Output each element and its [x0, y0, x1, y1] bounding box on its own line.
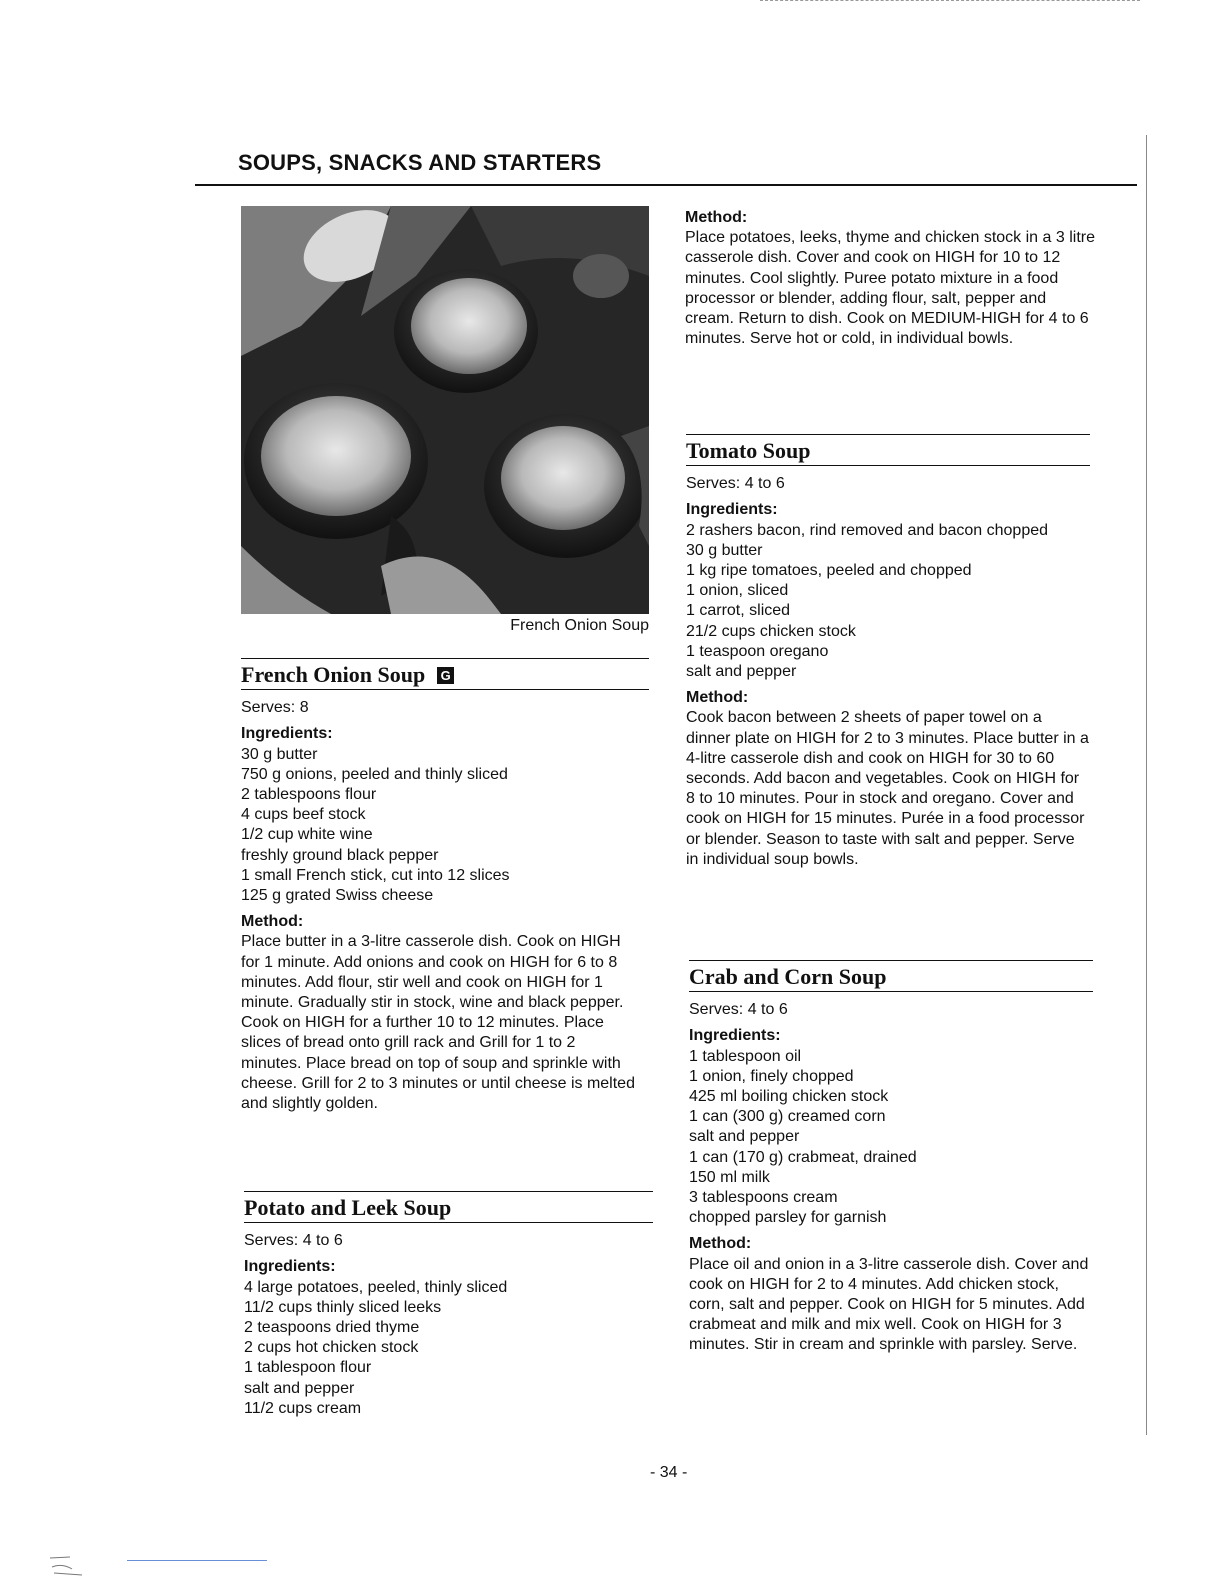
ingredient: 2 teaspoons dried thyme [244, 1319, 420, 1337]
ingredient: 1 tablespoon flour [244, 1359, 372, 1377]
ingredient: 125 g grated Swiss cheese [241, 887, 434, 905]
ingredient: 1/2 cup white wine [241, 826, 373, 844]
recipe-title: Tomato Soup [686, 434, 1090, 466]
method-label: Method: [686, 689, 749, 707]
photo-caption: French Onion Soup [510, 617, 649, 634]
section-rule [195, 184, 1137, 186]
recipe-title: Crab and Corn Soup [689, 960, 1093, 992]
scan-edge-line [1146, 135, 1147, 1435]
ingredient: 1 onion, sliced [686, 582, 789, 600]
recipe-crab-corn [689, 960, 1093, 1356]
ingredient: 425 ml boiling chicken stock [689, 1088, 889, 1106]
recipe-french-onion [241, 658, 649, 1114]
ingredient: salt and pepper [244, 1379, 355, 1397]
page-number: - 34 - [650, 1464, 688, 1481]
ingredient: 11/2 cups cream [244, 1399, 362, 1417]
ingredient: 1 tablespoon oil [689, 1047, 802, 1065]
ingredients-label: Ingredients: [689, 1027, 781, 1045]
method-text: Place oil and onion in a 3-litre casserole dish. Cover and cook on HIGH for 2 to 4 minutes. Add chicken stock, corn, salt and pepper. Cook on HIGH for 5 minutes. Add crabmeat and milk and mix well. Cook on HIGH for 3 minutes. Stir in cream and sprinkle with parsley. Serve. [689, 1255, 1089, 1354]
soup-photo-illustration [241, 206, 649, 614]
top-edge-dashes [760, 0, 1140, 2]
ingredient: 4 cups beef stock [241, 806, 366, 824]
ingredient: 1 can (300 g) creamed corn [689, 1108, 886, 1126]
ingredient: 2 rashers bacon, rind removed and bacon chopped [686, 521, 1049, 539]
ingredients-list [686, 521, 1090, 683]
serves: Serves: 4 to 6 [689, 1001, 788, 1019]
ingredient: freshly ground black pepper [241, 846, 439, 864]
ingredient: 30 g butter [686, 541, 763, 559]
ingredients-list [241, 745, 649, 907]
section-title: SOUPS, SNACKS AND STARTERS [238, 150, 602, 175]
recipe-title-text: French Onion Soup [241, 662, 426, 687]
method-label: Method: [689, 1235, 752, 1253]
ingredient: 2 cups hot chicken stock [244, 1339, 419, 1357]
ingredient: 30 g butter [241, 745, 318, 763]
method-label: Method: [685, 209, 748, 226]
ingredient: 21/2 cups chicken stock [686, 622, 856, 640]
grill-badge-icon: G [437, 667, 454, 684]
corner-underline [127, 1560, 267, 1561]
ingredient: 4 large potatoes, peeled, thinly sliced [244, 1278, 508, 1296]
ingredient: chopped parsley for garnish [689, 1209, 887, 1227]
ingredients-label: Ingredients: [686, 501, 778, 519]
ingredient: 2 tablespoons flour [241, 786, 377, 804]
ingredient: 1 can (170 g) crabmeat, drained [689, 1148, 917, 1166]
ingredient: 750 g onions, peeled and thinly sliced [241, 765, 508, 783]
recipe-title: Potato and Leek Soup [244, 1191, 653, 1223]
ingredient: 1 kg ripe tomatoes, peeled and chopped [686, 562, 972, 580]
ingredients-list [689, 1047, 1093, 1229]
method-label: Method: [241, 913, 304, 931]
ingredient: 3 tablespoons cream [689, 1189, 838, 1207]
method-text: Place potatoes, leeks, thyme and chicken stock in a 3 litre casserole dish. Cover and cook on HIGH for 10 to 12 minutes. Cool slightly. Puree potato mixture in a food processor or blender, adding flour, salt, pepper and cream. Return to dish. Cook on MEDIUM-HIGH for 4 to 6 minutes. Serve hot or cold, in individual bowls. [685, 229, 1095, 348]
ingredient: 1 small French stick, cut into 12 slices [241, 866, 510, 884]
method-text: Cook bacon between 2 sheets of paper towel on a dinner plate on HIGH for 2 to 3 minutes. Place butter in a 4-litre casserole dish and cook on HIGH for 30 to 60 seconds. Add bacon and vegetables. Cook on HIGH for 8 to 10 minutes. Pour in stock and oregano. Cover and cook on HIGH for 15 minutes. Purée in a food processor or blender. Season to taste with salt and pepper. Serve in individual soup bowls. [686, 709, 1089, 868]
ingredient: salt and pepper [686, 663, 797, 681]
serves: Serves: 4 to 6 [686, 475, 785, 493]
ingredients-label: Ingredients: [244, 1258, 336, 1276]
recipe-potato-leek [244, 1191, 653, 1419]
ingredient: salt and pepper [689, 1128, 800, 1146]
ingredient: 150 ml milk [689, 1168, 770, 1186]
ingredient: 1 teaspoon oregano [686, 642, 829, 660]
potato-leek-method [685, 208, 1095, 349]
ingredients-label: Ingredients: [241, 725, 333, 743]
serves: Serves: 4 to 6 [244, 1232, 343, 1250]
ingredient: 1 carrot, sliced [686, 602, 791, 620]
soup-photo [241, 206, 649, 614]
ingredients-list [244, 1278, 653, 1419]
recipe-title [241, 658, 649, 690]
recipe-tomato [686, 434, 1090, 870]
scan-smudge [48, 1555, 88, 1577]
ingredient: 1 onion, finely chopped [689, 1067, 854, 1085]
method-text: Place butter in a 3-litre casserole dish. Cook on HIGH for 1 minute. Add onions and cook on HIGH for 6 to 8 minutes. Add flour, stir well and cook on HIGH for 1 minute. Gradually stir in stock, wine and black pepper. Cook on HIGH for a further 10 to 12 minutes. Place slices of bread onto grill rack and Grill for 1 to 2 minutes. Place bread on top of soup and sprinkle with cheese. Grill for 2 to 3 minutes or until cheese is melted and slightly golden. [241, 933, 635, 1113]
serves: Serves: 8 [241, 699, 309, 717]
ingredient: 11/2 cups thinly sliced leeks [244, 1298, 442, 1316]
